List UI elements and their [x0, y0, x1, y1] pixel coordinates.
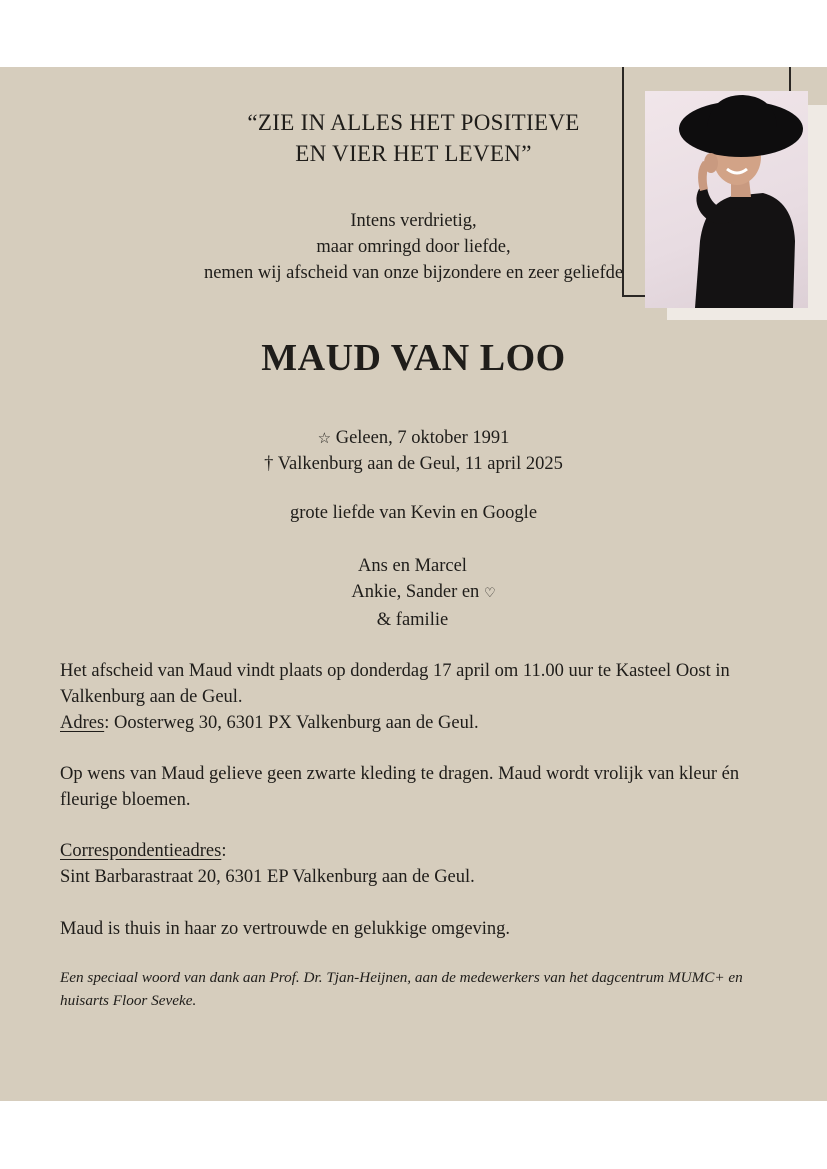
intro-line: maar omringd door liefde, [316, 237, 511, 257]
life-dates [0, 425, 827, 477]
family-line: Ans en Marcel [358, 556, 467, 576]
address-text: : Oosterweg 30, 6301 PX Valkenburg aan de Geul. [104, 713, 479, 733]
love-line: grote liefde van Kevin en Google [289, 503, 538, 523]
correspondence-heading [60, 838, 780, 864]
farewell-paragraph [60, 658, 780, 736]
quote [0, 107, 827, 169]
family-line: & familie [376, 610, 449, 630]
star-icon: ☆ [317, 429, 332, 447]
intro-line: nemen wij afscheid van onze bijzondere en zeer geliefde [203, 263, 624, 283]
family-names [0, 553, 827, 633]
birth-line [0, 425, 827, 451]
heart-icon: ♡ [483, 586, 496, 601]
address-label: Adres [60, 713, 105, 733]
intro-text [0, 208, 827, 286]
correspondence-paragraph [60, 838, 780, 890]
birth-text: Geleen, 7 oktober 1991 [335, 428, 510, 448]
family-line-text: Ankie, Sander en [351, 582, 480, 602]
photo-frame-line [789, 67, 791, 93]
photo-frame-line [622, 295, 646, 297]
correspondence-label: Correspondentieadres [60, 841, 222, 861]
farewell-address [60, 710, 780, 736]
correspondence-colon: : [221, 841, 227, 861]
death-line [0, 451, 827, 477]
intro-line: Intens verdrietig, [350, 211, 477, 231]
home-paragraph: Maud is thuis in haar zo vertrouwde en gelukkige omgeving. [60, 919, 511, 939]
death-text: Valkenburg aan de Geul, 11 april 2025 [277, 454, 563, 474]
thanks-note: Een speciaal woord van dank aan Prof. Dr. Tjan-Heijnen, aan de medewerkers van het dagcentrum MUMC+ en huisarts Floor Seveke. [60, 969, 743, 1009]
dress-code-paragraph: Op wens van Maud gelieve geen zwarte kleding te dragen. Maud wordt vrolijk van kleur én fleurige bloemen. [60, 764, 740, 810]
deceased-name: MAUD VAN LOO [261, 337, 566, 379]
correspondence-address: Sint Barbarastraat 20, 6301 EP Valkenburg aan de Geul. [60, 867, 475, 887]
cross-icon: † [264, 454, 274, 474]
farewell-text: Het afscheid van Maud vindt plaats op donderdag 17 april om 11.00 uur te Kasteel Oost in Valkenburg aan de Geul. [60, 661, 730, 707]
quote-line: “ZIE IN ALLES HET POSITIEVE [247, 110, 580, 135]
family-line [10, 579, 827, 607]
quote-line: EN VIER HET LEVEN” [295, 141, 532, 166]
